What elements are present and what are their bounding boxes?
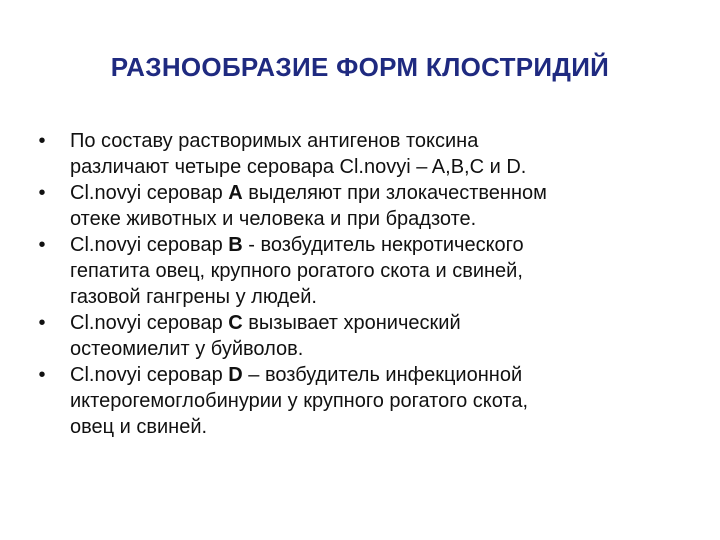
bullet-text-pre: Cl.novyi серовар (70, 234, 229, 256)
bullet-text-post: - возбудитель некротического (242, 234, 524, 256)
bullet-icon: • (38, 234, 46, 256)
bullet-icon: • (38, 364, 46, 386)
bullet-text-line: иктерогемоглобинурии у крупного рогатого скота, (70, 390, 529, 412)
serovar-letter: А (228, 182, 243, 204)
bullet-text-line (70, 232, 692, 258)
bullet-text-line: отеке животных и человека и при брадзоте. (70, 208, 477, 230)
bullet-text-line: остеомиелит у буйволов. (70, 338, 304, 360)
bullet-text-line: По составу растворимых антигенов токсина (70, 130, 479, 152)
bullet-text-line: овец и свиней. (70, 416, 208, 438)
bullet-item-serovar-a (32, 180, 692, 232)
bullet-text-pre: Cl.novyi серовар (70, 364, 229, 386)
serovar-letter: В (228, 234, 243, 256)
bullet-text-post: – возбудитель инфекционной (242, 364, 523, 386)
bullet-text-line: различают четыре серовара Cl.novyi – A,B,C и D. (70, 156, 527, 178)
bullet-item-serovar-c (32, 310, 692, 362)
bullet-icon: • (38, 130, 46, 152)
serovar-letter: D (228, 364, 243, 386)
serovar-letter: С (228, 312, 243, 334)
slide-title: РАЗНООБРАЗИЕ ФОРМ КЛОСТРИДИЙ (110, 52, 610, 82)
bullet-text-line (70, 180, 692, 206)
bullet-item-serovar-b (32, 232, 692, 310)
bullet-text-post: вызывает хронический (242, 312, 461, 334)
bullet-text-line (70, 310, 692, 336)
bullet-list (32, 128, 692, 440)
bullet-item-antigens (32, 128, 692, 180)
bullet-icon: • (38, 312, 46, 334)
bullet-icon: • (38, 182, 46, 204)
bullet-text-pre: Cl.novyi серовар (70, 182, 229, 204)
bullet-text-post: выделяют при злокачественном (242, 182, 547, 204)
bullet-text-line: гепатита овец, крупного рогатого скота и свиней, (70, 260, 523, 282)
bullet-text-line (70, 362, 692, 388)
bullet-item-serovar-d (32, 362, 692, 440)
bullet-text-pre: Cl.novyi серовар (70, 312, 229, 334)
bullet-text-line: газовой гангрены у людей. (70, 286, 317, 308)
